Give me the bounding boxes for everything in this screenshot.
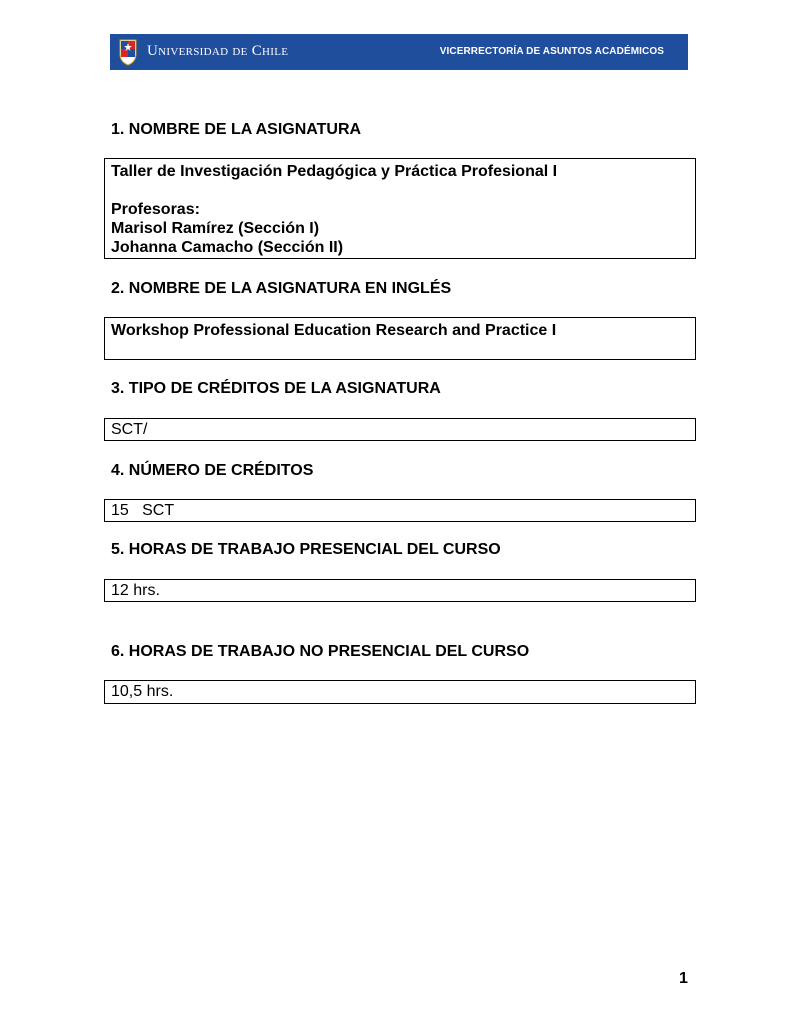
- professors-label: Profesoras:: [111, 201, 200, 218]
- section-3-heading: 3. TIPO DE CRÉDITOS DE LA ASIGNATURA: [111, 380, 441, 397]
- vicerrectoria-label: VICERRECTORÍA DE ASUNTOS ACADÉMICOS: [439, 46, 664, 57]
- non-presential-hours-value: 10,5 hrs.: [111, 683, 174, 700]
- page-number: 1: [679, 970, 688, 987]
- section-5-heading: 5. HORAS DE TRABAJO PRESENCIAL DEL CURSO: [111, 541, 501, 558]
- professor-2: Johanna Camacho (Sección II): [111, 239, 344, 256]
- section-3-box: [104, 418, 696, 441]
- section-2-box: [104, 317, 696, 360]
- header-banner: [110, 34, 688, 70]
- section-4-heading: 4. NÚMERO DE CRÉDITOS: [111, 462, 314, 479]
- section-4-box: [104, 499, 696, 522]
- section-2-heading: 2. NOMBRE DE LA ASIGNATURA EN INGLÉS: [111, 280, 452, 297]
- university-name: Universidad de Chile: [147, 43, 289, 59]
- presential-hours-value: 12 hrs.: [111, 582, 160, 599]
- university-crest-icon: [118, 38, 138, 66]
- professor-1: Marisol Ramírez (Sección I): [111, 220, 320, 237]
- section-6-heading: 6. HORAS DE TRABAJO NO PRESENCIAL DEL CURSO: [111, 643, 530, 660]
- section-6-box: [104, 680, 696, 704]
- course-name: Taller de Investigación Pedagógica y Práctica Profesional I: [111, 163, 558, 180]
- course-name-english: Workshop Professional Education Research and Practice I: [111, 322, 557, 339]
- credit-number-value: 15 SCT: [111, 502, 175, 519]
- credit-type-value: SCT/: [111, 421, 148, 438]
- section-5-box: [104, 579, 696, 602]
- section-1-heading: 1. NOMBRE DE LA ASIGNATURA: [111, 121, 362, 138]
- section-1-box: [104, 158, 696, 259]
